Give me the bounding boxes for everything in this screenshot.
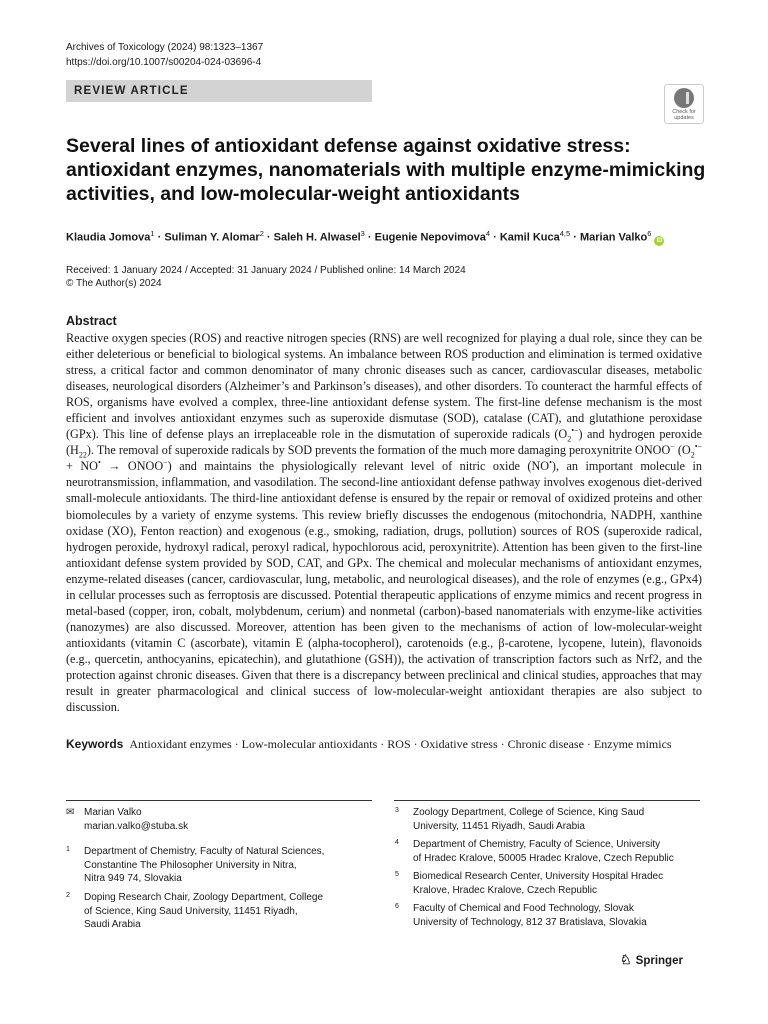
journal-header — [66, 40, 263, 70]
author-name[interactable]: Marian Valko — [579, 231, 648, 244]
affiliation-footnote: 4 Department of Chemistry, Faculty of Science, University of Hradec Kralove, 50005 Hradec Kralove, Czech Republic — [395, 839, 674, 864]
orcid-icon[interactable]: iD — [656, 237, 663, 244]
corresponding-author: Marian Valko — [84, 807, 142, 818]
author-name[interactable]: Kamil Kuca — [499, 231, 560, 244]
affiliation-footnote: 5 Biomedical Research Center, University Hospital Hradec Kralove, Hradec Kralove, Czech Republic — [395, 871, 664, 896]
keywords-list: Antioxidant enzymes · Low-molecular antioxidants · ROS · Oxidative stress · Chronic disease · Enzyme mimics — [129, 737, 672, 751]
author-name[interactable]: Klaudia Jomova — [66, 231, 151, 244]
journal-citation: Archives of Toxicology (2024) 98:1323–1367 — [66, 42, 264, 53]
author-name[interactable]: Suliman Y. Alomar — [164, 231, 260, 244]
author-name[interactable]: Saleh H. Alwasel — [273, 231, 361, 244]
check-updates-icon — [674, 88, 694, 108]
abstract-text: Reactive oxygen species (ROS) and reactive nitrogen species (RNS) are well recognized for playing a dual role, since they can be either deleterious or beneficial to biological systems. An imbalance between ROS production and elimination is termed oxidative stress, a critical factor and common denominator of many chronic diseases such as cancer, cardiovascular diseases, metabolic diseases, neurological disorders (Alzheimer’s and Parkinson’s diseases), and other disorders. To counteract the harmful effects of ROS, organisms have evolved a complex, three-line antioxidant defense system. The first-line defense mechanism is the most efficient and involves antioxidant enzymes such as superoxide dismutase (SOD), catalase (CAT), and glutathione peroxidase (GPx). This line of defense plays an irreplaceable role in the dismutation of superoxide radicals $(O_2^{•-})$ and hydrogen peroxide $(H_{22})$. The removal of superoxide radicals by SOD prevents the formation of the much more damaging peroxynitrite ONOO− ($O_2^{•-} + NO^•$ → ONOO−) and maintains the physiologically relevant level of nitric oxide (NO•), an important molecule in neurotransmission, inflammation, and vasodilation. The second-line antioxidant defense pathway involves exogenous diet-derived small-molecule antioxidants. The third-line antioxidant defense is ensured by the repair or removal of oxidized proteins and other biomolecules by a variety of enzyme systems. This review briefly discusses the endogenous (mitochondria, NADPH, xanthine oxidase (XO), Fenton reaction) and exogenous (e.g., smoking, radiation, drugs, pollution) sources of ROS (superoxide radical, hydrogen peroxide, hydroxyl radical, peroxyl radical, hypochlorous acid, peroxynitrite). Attention has been given to the first-line antioxidant defense system provided by SOD, CAT, and GPx. The chemical and molecular mechanisms of antioxidant enzymes, enzyme-related diseases (cancer, cardiovascular, lung, metabolic, and neurological diseases), and the role of enzymes (e.g., GPx4) in cellular processes such as ferroptosis are discussed. Potential therapeutic applications of enzyme mimics and recent progress in metal-based (copper, iron, cobalt, molybdenum, cerium) and nonmetal (carbon)-based nanomaterials with enzyme-like activities (nanozymes) are also discussed. Moreover, attention has been given to the mechanisms of action of low-molecular-weight antioxidants (vitamin C (ascorbate), vitamin E (alpha-tocopherol), carotenoids (e.g., β-carotene, lycopene, lutein), flavonoids (e.g., quercetin, anthocyanins, epicatechin), and glutathione (GSH)), the activation of transcription factors such as Nrf2, and the protection against chronic diseases. Given that there is a discrepancy between preclinical and clinical studies, approaches that may result in greater pharmacological and clinical success of low-molecular-weight antioxidant therapies are also subject to discussion. — [66, 331, 702, 715]
affiliation-footnote: 2 Doping Research Chair, Zoology Department, College of Science, King Saud University, 11451 Riyadh, Saudi Arabia — [66, 892, 324, 930]
keywords-line — [66, 736, 716, 752]
correspondence-footnote — [66, 806, 189, 833]
affiliation-footnote: 6 Faculty of Chemical and Food Technology, Slovak University of Technology, 812 37 Bratislava, Slovakia — [395, 903, 647, 928]
footnote-rule-left — [66, 800, 372, 801]
publisher-logo: ♘ Springer — [620, 952, 683, 967]
copyright-line: © The Author(s) 2024 — [66, 278, 162, 289]
affiliation-footnote: 3 Zoology Department, College of Science, King Saud University, 11451 Riyadh, Saudi Arabia — [395, 807, 645, 832]
corresponding-email[interactable]: marian.valko@stuba.sk — [84, 820, 189, 832]
footnote-rule-right — [394, 800, 700, 801]
check-for-updates-badge[interactable]: Check for updates — [664, 84, 704, 124]
envelope-icon: ✉ — [66, 807, 75, 818]
article-type-banner: REVIEW ARTICLE — [66, 80, 372, 102]
keywords-label: Keywords — [66, 737, 124, 751]
doi-link[interactable]: https://doi.org/10.1007/s00204-024-03696-4 — [66, 57, 262, 68]
received-accepted-published: Received: 1 January 2024 / Accepted: 31 January 2024 / Published online: 14 March 2024 — [66, 265, 466, 276]
publication-dates — [66, 264, 466, 290]
affiliation-footnote: 1 Department of Chemistry, Faculty of Natural Sciences, Constantine The Philosopher University in Nitra, Nitra 949 74, Slovakia — [66, 846, 325, 884]
article-title: Several lines of antioxidant defense against oxidative stress: antioxidant enzymes, nanomaterials with multiple enzyme-mimicking activities, and low-molecular-weight antioxidants — [66, 135, 706, 205]
springer-horse-icon: ♘ — [620, 952, 632, 967]
author-name[interactable]: Eugenie Nepovimova — [374, 231, 486, 244]
abstract-heading: Abstract — [66, 314, 117, 328]
author-list: Klaudia Jomova$^1$ · Suliman Y. Alomar$^2$ · Saleh H. Alwasel$^3$ · Eugenie Nepovimova$^4$ · Kamil Kuca$^{4,5}$ · Marian Valko$^6$ iD — [66, 229, 663, 244]
